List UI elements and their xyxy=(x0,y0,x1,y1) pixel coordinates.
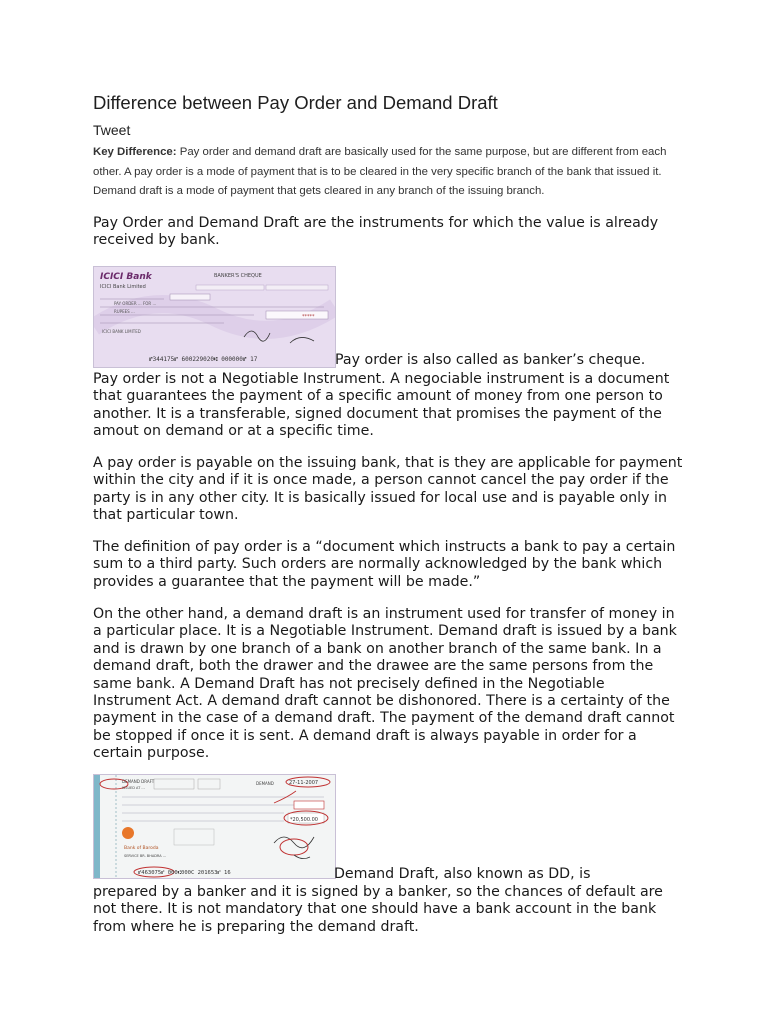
svg-text:ISSUED AT ...: ISSUED AT ... xyxy=(122,786,145,790)
demand-draft-amount: *20,500.00 xyxy=(290,817,318,823)
pay-order-paragraph-2: A pay order is payable on the issuing bank, that is they are applicable for payment within the city and if it is once made, a person cannot cancel the pay order if the party is in any other city. It is basically issued for local use and is payable only in that particular town. xyxy=(93,455,683,524)
svg-text:DEMAND DRAFT: DEMAND DRAFT xyxy=(122,779,155,784)
demand-draft-bank-name: Bank of Baroda xyxy=(124,846,159,851)
demand-draft-date: 27-11-2007 xyxy=(289,780,319,786)
key-difference-label: Key Difference: xyxy=(93,146,177,158)
pay-order-micr: ⑈344175⑈ 600229020⑆ 000000⑈ 17 xyxy=(149,356,258,363)
key-difference-summary xyxy=(93,143,678,202)
svg-text:PAY ORDER ... FOR ...: PAY ORDER ... FOR ... xyxy=(114,301,157,306)
svg-text:*****: ***** xyxy=(302,314,315,320)
demand-draft-image xyxy=(93,774,336,879)
page-title: Difference between Pay Order and Demand Draft xyxy=(93,92,498,113)
pay-order-caption: Pay order is also called as banker’s cheque. xyxy=(335,352,646,368)
pay-order-paragraph-3: The definition of pay order is a “document which instructs a bank to pay a certain sum to a third party. Such orders are normally acknowledged by the bank which provides a guarantee that the payment will be made.” xyxy=(93,539,676,590)
pay-order-header: BANKER'S CHEQUE xyxy=(214,273,262,279)
key-difference-text: Pay order and demand draft are basically used for the same purpose, but are different from each other. A pay order is a mode of payment that is to be cleared in the very specific branch of the bank that issued it. Demand draft is a mode of payment that gets cleared in any branch of the issuing branch. xyxy=(93,146,667,197)
svg-text:DEMAND: DEMAND xyxy=(256,781,274,786)
pay-order-cheque-image xyxy=(93,266,336,368)
svg-text:ICICI BANK LIMITED: ICICI BANK LIMITED xyxy=(102,329,141,334)
svg-text:SERVICE BR. BHADRA ...: SERVICE BR. BHADRA ... xyxy=(124,854,167,858)
pay-order-bank-subtitle: ICICI Bank Limited xyxy=(100,284,146,290)
tweet-link[interactable]: Tweet xyxy=(93,122,131,138)
pay-order-paragraph-1: Pay order is not a Negotiable Instrument. A negociable instrument is a document that guarantees the payment of a specific amount of money from one person to another. It is a transferable, signed document that promises the payment of the amout on demand or at a specific time. xyxy=(93,371,670,440)
demand-draft-micr: ⑈463075⑈ 000⑆000C 201653⑈ 16 xyxy=(138,870,231,876)
pay-order-bank-name: ICICI Bank xyxy=(100,272,152,282)
intro-paragraph: Pay Order and Demand Draft are the instruments for which the value is already received by bank. xyxy=(93,215,659,249)
svg-text:RUPEES ...: RUPEES ... xyxy=(114,309,135,314)
demand-draft-caption: Demand Draft, also known as DD, is xyxy=(334,866,591,882)
demand-draft-paragraph-1: On the other hand, a demand draft is an instrument used for transfer of money in a particular place. It is a Negotiable Instrument. Demand draft is issued by a bank and is drawn by one branch of a bank on another branch of the same bank. In a demand draft, both the drawer and the drawee are the same persons from the same bank. A Demand Draft has not precisely defined in the Negotiable Instrument Act. A demand draft cannot be dishonored. There is a certainty of the payment in the case of a demand draft. The payment of the demand draft cannot be stopped if once it is sent. A demand draft is always payable in order for a certain purpose. xyxy=(93,606,677,762)
demand-draft-paragraph-2: prepared by a banker and it is signed by a banker, so the chances of default are not there. It is not mandatory that one should have a bank account in the bank from where he is preparing the demand draft. xyxy=(93,884,663,935)
